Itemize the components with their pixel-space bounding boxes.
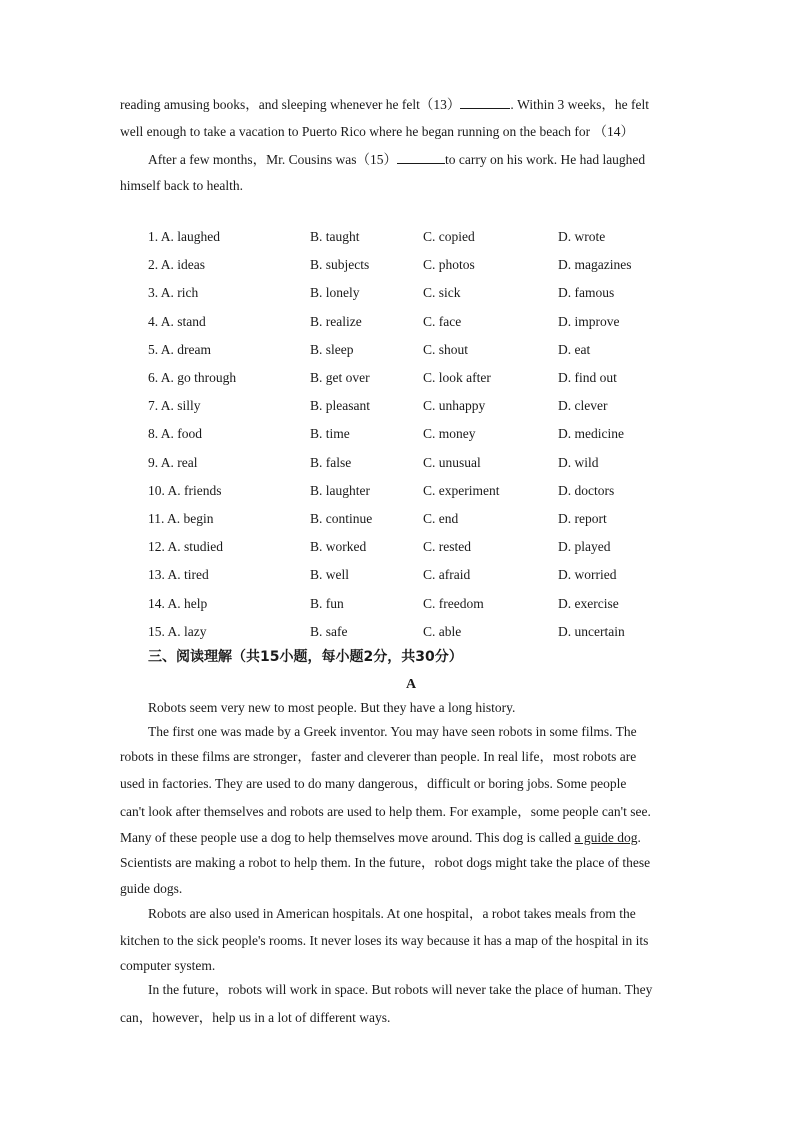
passage-text: . Within 3 weeks，he felt: [510, 97, 649, 112]
question-option-d: D. played: [558, 539, 611, 554]
question-option-c: C. unhappy: [423, 398, 486, 413]
question-option-c: C. face: [423, 314, 462, 329]
question-option-c: C. photos: [423, 257, 475, 272]
question-option-b: B. lonely: [310, 285, 360, 300]
reading-text: .: [637, 830, 641, 845]
reading-line: can't look after themselves and robots are used to help them. For example，some people can't see.: [120, 804, 651, 819]
question-option-c: C. look after: [423, 370, 491, 385]
question-option-c: C. copied: [423, 229, 475, 244]
question-option-b: B. laughter: [310, 483, 370, 498]
question-option-a: 8. A. food: [148, 426, 202, 441]
question-option-d: D. famous: [558, 285, 615, 300]
passage-line: [120, 96, 649, 114]
question-option-c: C. experiment: [423, 483, 500, 498]
question-option-d: D. find out: [558, 370, 617, 385]
question-option-a: 1. A. laughed: [148, 229, 220, 244]
question-option-a: 5. A. dream: [148, 342, 211, 357]
question-option-a: 7. A. silly: [148, 398, 201, 413]
reading-line: [120, 829, 641, 847]
reading-line: kitchen to the sick people's rooms. It never loses its way because it has a map of the hospital in its: [120, 933, 649, 948]
question-option-c: C. afraid: [423, 567, 471, 582]
question-option-b: B. time: [310, 426, 350, 441]
passage-line: well enough to take a vacation to Puerto Rico where he began running on the beach for （14）: [120, 124, 634, 139]
question-option-b: B. realize: [310, 314, 362, 329]
question-option-d: D. uncertain: [558, 624, 625, 639]
reading-line: robots in these films are stronger，faster and cleverer than people. In real life，most robots are: [120, 749, 637, 764]
reading-line: Robots are also used in American hospitals. At one hospital，a robot takes meals from the: [148, 906, 636, 921]
question-option-b: B. pleasant: [310, 398, 370, 413]
reading-line: Robots seem very new to most people. But they have a long history.: [148, 700, 516, 715]
passage-line: [148, 151, 645, 169]
question-option-c: C. sick: [423, 285, 461, 300]
question-option-d: D. magazines: [558, 257, 632, 272]
reading-line: can，however，help us in a lot of different ways.: [120, 1010, 391, 1025]
question-option-d: D. wild: [558, 455, 599, 470]
question-option-d: D. worried: [558, 567, 617, 582]
question-option-d: D. wrote: [558, 229, 606, 244]
passage-text: reading amusing books，and sleeping whenever he felt（13）: [120, 97, 461, 112]
question-option-c: C. able: [423, 624, 462, 639]
question-option-a: 2. A. ideas: [148, 257, 205, 272]
passage-text: After a few months，Mr. Cousins was（15）: [148, 152, 397, 167]
question-option-a: 15. A. lazy: [148, 624, 207, 639]
reading-line: used in factories. They are used to do many dangerous，difficult or boring jobs. Some people: [120, 776, 627, 791]
question-option-b: B. safe: [310, 624, 348, 639]
question-option-b: B. false: [310, 455, 352, 470]
question-option-b: B. worked: [310, 539, 367, 554]
question-option-a: 11. A. begin: [148, 511, 214, 526]
question-option-a: 3. A. rich: [148, 285, 199, 300]
question-option-a: 10. A. friends: [148, 483, 222, 498]
question-option-b: B. sleep: [310, 342, 354, 357]
reading-line: The first one was made by a Greek inventor. You may have seen robots in some films. The: [148, 724, 637, 739]
question-option-a: 13. A. tired: [148, 567, 209, 582]
section-heading: 三、阅读理解（共15小题，每小题2分，共30分）: [148, 649, 463, 665]
reading-line: computer system.: [120, 958, 216, 973]
question-option-a: 6. A. go through: [148, 370, 237, 385]
question-option-b: B. fun: [310, 596, 344, 611]
question-option-d: D. eat: [558, 342, 591, 357]
question-option-c: C. end: [423, 511, 459, 526]
question-option-d: D. report: [558, 511, 607, 526]
passage-text: to carry on his work. He had laughed: [444, 152, 646, 167]
question-option-c: C. shout: [423, 342, 469, 357]
question-option-a: 4. A. stand: [148, 314, 206, 329]
question-option-b: B. taught: [310, 229, 360, 244]
question-option-a: 12. A. studied: [148, 539, 224, 554]
question-option-b: B. continue: [310, 511, 373, 526]
question-option-a: 9. A. real: [148, 455, 198, 470]
question-option-a: 14. A. help: [148, 596, 208, 611]
question-option-d: D. medicine: [558, 426, 624, 441]
question-option-c: C. freedom: [423, 596, 484, 611]
passage-line: himself back to health.: [120, 178, 243, 193]
question-option-d: D. exercise: [558, 596, 619, 611]
reading-text: Many of these people use a dog to help themselves move around. This dog is called: [120, 830, 575, 845]
question-option-d: D. doctors: [558, 483, 615, 498]
question-option-b: B. well: [310, 567, 349, 582]
question-option-c: C. rested: [423, 539, 471, 554]
underlined-term: a guide dog: [574, 830, 638, 845]
question-option-d: D. improve: [558, 314, 620, 329]
question-option-c: C. unusual: [423, 455, 481, 470]
question-option-b: B. subjects: [310, 257, 370, 272]
reading-line: In the future，robots will work in space. But robots will never take the place of human. They: [148, 982, 653, 997]
answer-blank-15: [397, 151, 445, 164]
passage-label: A: [405, 677, 417, 692]
question-option-c: C. money: [423, 426, 476, 441]
answer-blank-13: [460, 96, 510, 109]
reading-line: guide dogs.: [120, 881, 183, 896]
reading-line: Scientists are making a robot to help them. In the future，robot dogs might take the place of these: [120, 855, 651, 870]
question-option-b: B. get over: [310, 370, 370, 385]
question-option-d: D. clever: [558, 398, 608, 413]
